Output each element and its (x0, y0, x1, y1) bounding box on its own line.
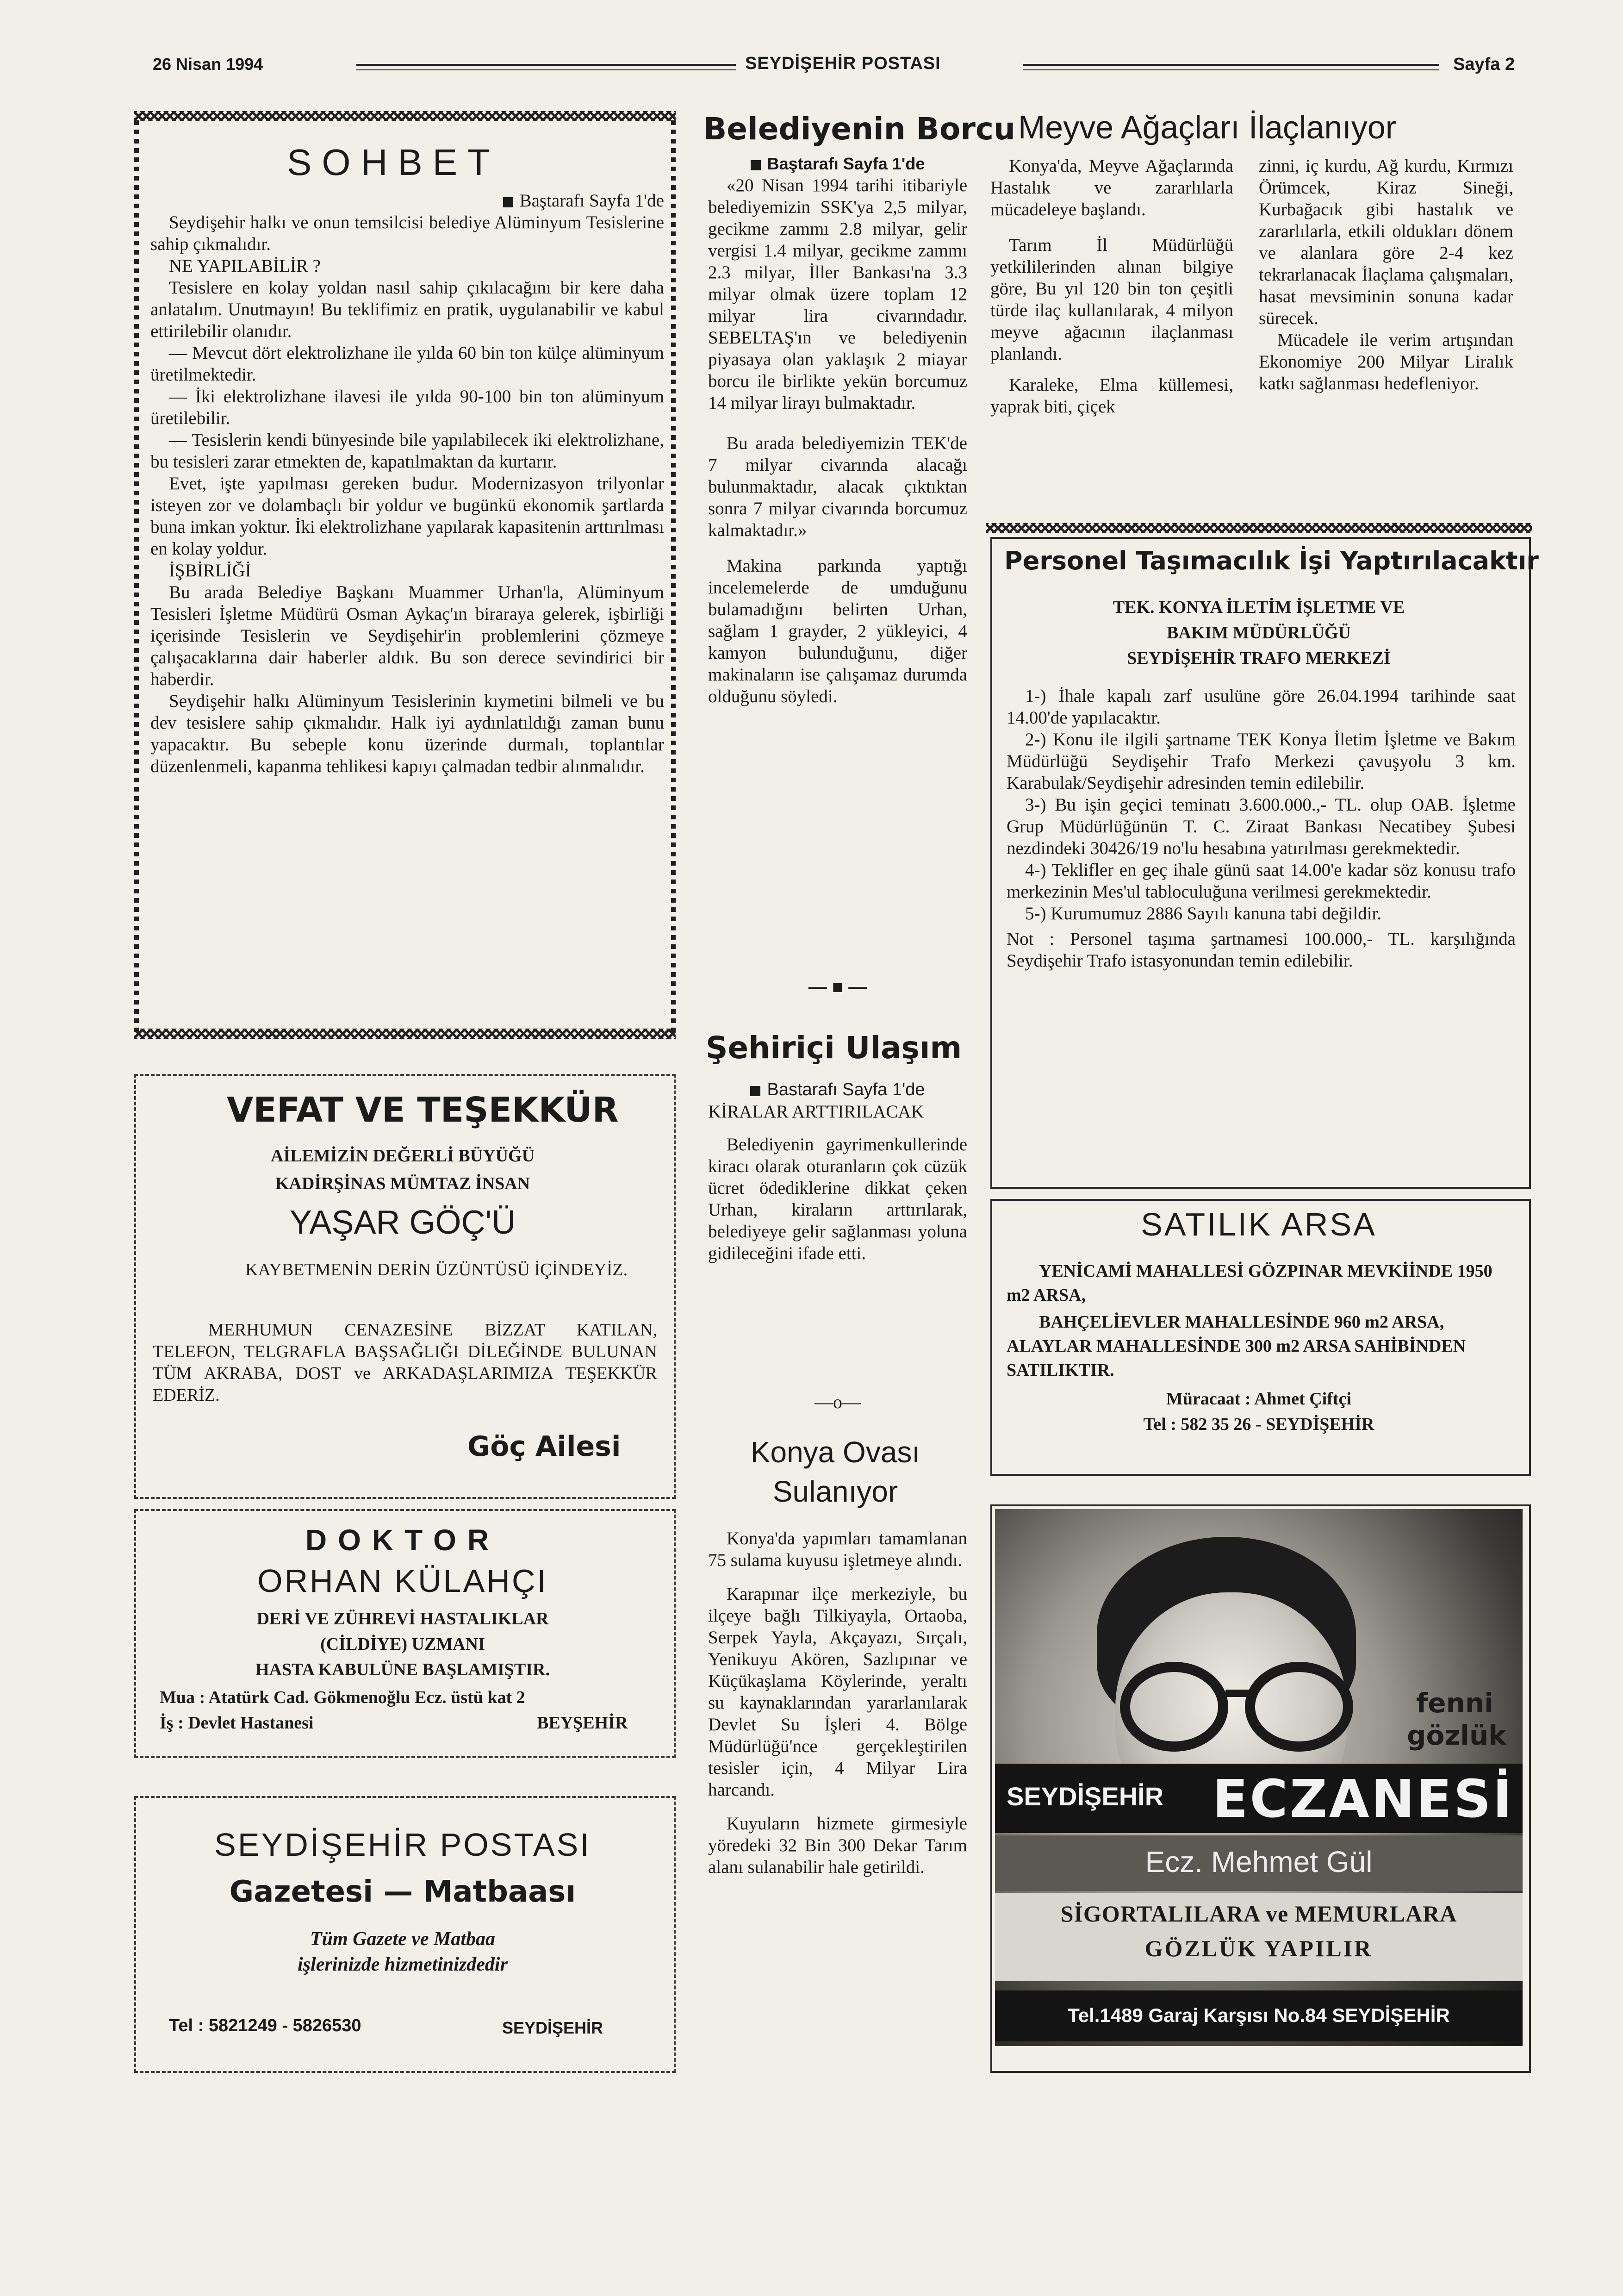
arsa-title: SATILIK ARSA (1141, 1206, 1377, 1242)
bullet-icon (751, 160, 761, 170)
doktor-notice: HASTA KABULÜNE BAŞLAMIŞTIR. (255, 1660, 550, 1679)
sohbet-column (150, 190, 664, 777)
eczane-address: Tel.1489 Garaj Karşısı No.84 SEYDİŞEHİR (1068, 2004, 1450, 2026)
sohbet-border-left (134, 116, 139, 1032)
sohbet-border-bottom (134, 1029, 676, 1039)
postasi-slogan1: Tüm Gazete ve Matbaa (310, 1928, 496, 1950)
vefat-body: MERHUMUN CENAZESİNE BİZZAT KATILAN, TELEFON, TELGRAFLA BAŞSAĞLIĞI DİLEĞİNDE BULUNAN TÜM AKRABA, DOST ve ARKADAŞLARIMIZA TEŞEKKÜR EDERİZ. (153, 1320, 657, 1405)
bullet-icon (503, 197, 513, 207)
meyve-left-p3: Karaleke, Elma küllemesi, yaprak biti, çiçek (990, 375, 1233, 417)
doktor-mua: Mua : Atatürk Cad. Gökmenoğlu Ecz. üstü kat 2 (160, 1688, 525, 1707)
personel-org2: BAKIM MÜDÜRLÜĞÜ (1167, 623, 1351, 643)
sohbet-subhead-1: NE YAPILABİLİR ? (169, 256, 321, 276)
page-number: Sayfa 2 (1453, 55, 1515, 74)
bullet-icon (750, 1086, 760, 1096)
personel-item-2: 2-) Konu ile ilgili şartname TEK Konya İletim İşletme ve Bakım Müdürlüğü Seydişehir Trafo Merkezi çavuşyolu 3 km. Karabulak/Seydişehir adresinden temin edilebilir. (1007, 730, 1516, 793)
personel-item-4: 4-) Teklifler en geç ihale günü saat 14.00'e kadar söz konusu trafo merkezinin Mes'ul tabloculuğuna verilmesi gerekmektedir. (1007, 860, 1516, 902)
personel-item-5: 5-) Kurumumuz 2886 Sayılı kanuna tabi değildir. (1025, 904, 1382, 923)
ulasim-ref: Bastarafı Sayfa 1'de (767, 1080, 925, 1099)
eczane-brand1: SEYDİŞEHİR (1007, 1782, 1164, 1811)
ulasim-column (708, 1079, 967, 1264)
personel-item-3: 3-) Bu işin geçici teminatı 3.600.000.,- TL. olup OAB. İşletme Grup Müdürlüğünün T. C. Ziraat Bankası Necatibey Şubesi nezdindeki 30426/19 no'lu hesabına yatırılması gerekmektedir. (1007, 795, 1516, 858)
glasses-left-icon (1120, 1662, 1228, 1752)
postasi-slogan2: işlerinizde hizmetinizdedir (298, 1954, 508, 1975)
sulama-p1: Konya'da yapımları tamamlanan 75 sulama kuyusu işletmeye alındı. (708, 1529, 967, 1570)
doktor-title: DOKTOR (305, 1523, 500, 1557)
sohbet-border-right (671, 116, 676, 1032)
sulama-title-2: Sulanıyor (772, 1475, 898, 1508)
sulama-p3: Kuyuların hizmete girmesiyle yöredeki 32 Bin 300 Dekar Tarım alanı sulanabilir hale getirildi. (708, 1814, 967, 1877)
meyve-right-p2: Mücadele ile verim artışından Ekonomiye 200 Milyar Liralık katkı sağlanması hedefleniyor. (1259, 330, 1513, 393)
sohbet-subhead-2: İŞBİRLİĞİ (169, 561, 251, 580)
arsa-body2: BAHÇELİEVLER MAHALLESİNDE 960 m2 ARSA, ALAYLAR MAHALLESİNDE 300 m2 ARSA SAHİBİNDEN SATILIKTIR. (1007, 1312, 1466, 1380)
header-rule-left-2 (356, 69, 736, 70)
vefat-line3: KAYBETMENİN DERİN ÜZÜNTÜSÜ İÇİNDEYİZ. (245, 1260, 628, 1279)
sohbet-ref: Baştarafı Sayfa 1'de (519, 191, 664, 211)
ulasim-separator: —o— (815, 1391, 861, 1412)
belediye-p1: «20 Nisan 1994 tarihi itibariyle belediyemizin SSK'ya 2,5 milyar, gecikme zammı 2.8 milyar, gelir vergisi 1.4 milyar, gecikme zammı 2.3 milyar, İller Bankası'na 3.3 milyar olmak üzere toplam 12 milyar lira civarındadır. SEBELTAŞ'ın ve belediyenin piyasaya olan yaklaşık 2 miayar borcu ile birlikte yekün borcumuz 14 milyar lirayı bulmaktadır. (708, 175, 967, 413)
vefat-line2: KADİRŞİNAS MÜMTAZ İNSAN (275, 1174, 530, 1193)
issue-date: 26 Nisan 1994 (153, 55, 263, 74)
ulasim-p1: Belediyenin gayrimenkullerinde kiracı olarak oturanların çok cüzük ücret ödediklerine dikkat çeken Urhan, kiraların arttırılarak, belediyeye gelir sağlanması yoluna gidileceğini ifade etti. (708, 1135, 967, 1263)
eczane-owner: Ecz. Mehmet Gül (1145, 1845, 1373, 1878)
meyve-title: Meyve Ağaçları İlaçlanıyor (1018, 109, 1397, 145)
meyve-left-column (990, 155, 1233, 418)
belediye-p2: Bu arada belediyemizin TEK'de 7 milyar civarında alacağı bulunmaktadır, alacak çıktıktan sonra 7 milyar civarında borcumuz kalmaktadır.» (708, 433, 967, 540)
doktor-spec2: (CİLDİYE) UZMANI (320, 1635, 485, 1654)
eczane-brand2: ECZANESİ (1213, 1769, 1514, 1829)
gozluk-text: gözlük (1407, 1720, 1506, 1751)
belediye-column (708, 153, 967, 707)
arsa-contact: Müracaat : Ahmet Çiftçi (1166, 1389, 1351, 1409)
vefat-title: VEFAT VE TEŞEKKÜR (227, 1090, 619, 1130)
sohbet-p6: Evet, işte yapılması gereken budur. Modernizasyon trilyonlar isteyen zor ve dolambaçlı bir yoldur ve bugünkü ekonomik şartlarda buna imkan yoktur. İki elektrolizhane yapılarak kapasitenin arttırılması en kolay yoldur. (150, 474, 664, 559)
sohbet-p4: — İki elektrolizhane ilavesi ile yılda 90-100 bin ton alüminyum üretilebilir. (150, 387, 664, 428)
sohbet-p7: Bu arada Belediye Başkanı Muammer Urhan'la, Alüminyum Tesisleri İşletme Müdürü Osman Aykaç'ın biraraya gelerek, işbirliği içerisinde Tesislerin ve Seydişehir'in problemlerini çözmeye çalışacaklarına dair haberler aldık. Bu son derece sevindirici bir haberdir. (150, 582, 664, 689)
sohbet-p2: Tesislere en kolay yoldan nasıl sahip çıkılacağını bir kere daha anlatalım. Unutmayın! Bu teklifimiz en pratik, uygulanabilir ve kabul ettirilebilir olanıdır. (150, 278, 664, 341)
personel-note: Not : Personel taşıma şartnamesi 100.000,- TL. karşılığında Seydişehir Trafo istasyonundan temin edilebilir. (1007, 929, 1516, 971)
header-rule-right (1023, 64, 1439, 66)
glasses-right-icon (1245, 1662, 1353, 1752)
arsa-tel: Tel : 582 35 26 - SEYDİŞEHİR (1143, 1415, 1374, 1434)
personel-org1: TEK. KONYA İLETİM İŞLETME VE (1113, 598, 1405, 617)
deceased-name: YAŞAR GÖÇ'Ü (289, 1204, 516, 1241)
personel-items (1007, 685, 1516, 972)
postasi-title: SEYDİŞEHİR POSTASI (214, 1827, 591, 1863)
newspaper-name: SEYDİŞEHİR POSTASI (745, 54, 941, 73)
doktor-spec1: DERİ VE ZÜHREVİ HASTALIKLAR (256, 1609, 549, 1628)
sulama-p2: Karapınar ilçe merkeziyle, bu ilçeye bağlı Tilkiyayla, Ortaoba, Serpek Yayla, Akçayazı, Sırçalı, Yenikuyu Akören, Sazlıpınar ve Küçükaşlama Köylerinde, yeraltı su kaynaklarından yararlanılarak Devlet Su İşleri 4. Bölge Müdürlüğü'nce gerçekleştirilen tesisler için, 4 Milyar Lira harcandı. (708, 1584, 967, 1800)
header-rule-right-2 (1023, 69, 1439, 70)
sohbet-p8: Seydişehir halkı Alüminyum Tesislerinin kıymetini bilmeli ve bu dev tesislere sahip çıkmalıdır. Halk iyi aydınlatıldığı zaman bunu yapacaktır. Bu sebeple konu üzerinde durmalı, toplantılar düzenlenmeli, kapanma tehlikesi kapıyı çalmadan tedbir alınmalıdır. (150, 691, 664, 776)
header-rule-left (356, 64, 736, 66)
meyve-left-p2: Tarım İl Müdürlüğü yetkililerinden alınan bilgiye göre, Bu yıl 120 bin ton çeşitli türde ilaç kullanılarak, 4 milyon meyve ağacının ilaçlanması planlandı. (990, 235, 1233, 364)
belediye-ref: Baştarafı Sayfa 1'de (767, 154, 925, 173)
sohbet-p5: — Tesislerin kendi bünyesinde bile yapılabilecek iki elektrolizhane, bu tesisleri zarar etmekten de, kapatılmaktan da kurtarır. (150, 430, 664, 472)
vefat-line1: AİLEMİZİN DEĞERLİ BÜYÜĞÜ (270, 1146, 535, 1166)
ulasim-sub: KİRALAR ARTTIRILACAK (708, 1102, 924, 1122)
belediye-title: Belediyenin Borcu (703, 111, 1015, 147)
sohbet-p3: — Mevcut dört elektrolizhane ile yılda 60 bin ton külçe alüminyum üretilmektedir. (150, 343, 664, 385)
doktor-city: BEYŞEHİR (537, 1713, 628, 1733)
personel-org3: SEYDİŞEHİR TRAFO MERKEZİ (1127, 649, 1391, 668)
sohbet-border-top (134, 111, 676, 121)
meyve-right-column (1259, 155, 1513, 394)
personel-title: Personel Taşımacılık İşi Yaptırılacaktır (1004, 546, 1539, 575)
arsa-body1: YENİCAMİ MAHALLESİ GÖZPINAR MEVKİİNDE 1950 m2 ARSA, (1007, 1261, 1492, 1305)
sulama-column (708, 1528, 967, 1878)
belediye-separator: — ■ — (808, 977, 867, 997)
vefat-signature: Göç Ailesi (467, 1430, 621, 1463)
personel-item-1: 1-) İhale kapalı zarf usulüne göre 26.04.1994 tarihinde saat 14.00'de yapılacaktır. (1007, 686, 1516, 728)
personel-border-top (986, 523, 1532, 533)
meyve-left-p1: Konya'da, Meyve Ağaçlarında Hastalık ve zararlılarla mücadeleye başlandı. (990, 156, 1233, 219)
ulasim-title: Şehiriçi Ulaşım (706, 1030, 962, 1066)
sohbet-title: SOHBET (287, 142, 500, 183)
eczane-slogan1: SİGORTALILARA ve MEMURLARA (1060, 1901, 1457, 1927)
doctor-name: ORHAN KÜLAHÇI (257, 1563, 548, 1599)
glasses-bridge-icon (1225, 1690, 1249, 1697)
eczane-slogan2: GÖZLÜK YAPILIR (1144, 1935, 1373, 1961)
doktor-is: İş : Devlet Hastanesi (160, 1713, 314, 1733)
meyve-right-p1: zinni, iç kurdu, Ağ kurdu, Kırmızı Örümcek, Kiraz Sineği, Kurbağacık gibi hastalık ve zararlılarla, etkili oldukları dönem ve alanlara göre 2-4 kez tekrarlanacak İlaçlama çalışmaları, hasat mevsiminin sonuna kadar sürecek. (1259, 156, 1513, 328)
fenni-text: fenni (1416, 1687, 1494, 1719)
postasi-tel: Tel : 5821249 - 5826530 (169, 2016, 361, 2035)
sohbet-p1: Seydişehir halkı ve onun temsilcisi belediye Alüminyum Tesislerine sahip çıkmalıdır. (150, 212, 664, 254)
postasi-city: SEYDİŞEHİR (502, 2018, 603, 2037)
postasi-sub: Gazetesi — Matbaası (229, 1875, 576, 1909)
belediye-p3: Makina parkında yaptığı incelemelerde de umduğunu bulamadığını belirten Urhan, sağlam 1 grayder, 2 yükleyici, 4 kamyon bulunduğunu, diğer makinaların ise çalışamaz durumda olduğunu söyledi. (708, 556, 967, 706)
sulama-title-1: Konya Ovası (750, 1435, 920, 1469)
